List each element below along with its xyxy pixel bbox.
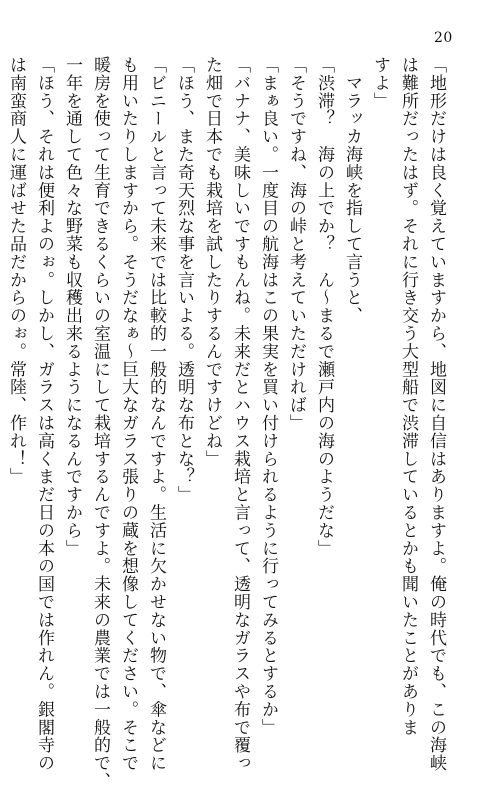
text-line: 「渋滞？ 海の上でか？ ん〜まるで瀬戸内の海のようだな」 — [314, 56, 334, 558]
page-number: 20 — [434, 30, 453, 46]
text-line: 一年を通して色々な野菜も収穫出来るようになるんですから」 — [62, 56, 82, 558]
text-line: 「ほう、また奇天烈な事を言いよる。透明な布とな？」 — [174, 56, 194, 504]
text-line: は南蛮商人に運ばせた品だからのぉ。常陸、作れ！」 — [6, 56, 26, 486]
text-line: た畑で日本でも栽培を試したりするんですけどね」 — [202, 56, 222, 468]
text-line: 暖房を使って生育できるくらいの室温にして栽培するんですよ。未来の農業では一般的で、 — [90, 56, 110, 790]
text-line: 「バナナ、美味しいですもんね。未来だとハウス栽培と言って、透明なガラスや布で覆っ — [230, 56, 250, 772]
text-line: すよ」 — [370, 56, 390, 110]
text-line: マラッカ海峡を指して言うと、 — [342, 56, 362, 325]
text-line: 「そうですね、海の峠と考えていただければ」 — [286, 56, 306, 432]
text-line: 「地形だけは良く覚えていますから、地図に自信はありますよ。俺の時代でも、この海峡 — [426, 56, 446, 772]
text-line — [0, 56, 2, 656]
text-line: も用いたりしますから。そうだなぁ〜巨大なガラス張りの蔵を想像してください。そこで — [118, 56, 138, 772]
text-line: 「まぁ良い。一度目の航海はこの果実を買い付けられるように行ってみるとするか」 — [258, 56, 278, 737]
text-line: 「ほう、それは便利よのぉ。しかし、ガラスは高くまだ日の本の国では作れん。銀閣寺の — [34, 56, 54, 772]
text-line: 「ビニールと言って未来では比較的一般的なんですよ。生活に欠かせない物で、傘などに — [146, 56, 166, 772]
text-line: は難所だったはず。それに行き交う大型船で渋滞しているとかも聞いたことがありま — [398, 56, 418, 737]
novel-body-text — [0, 56, 450, 790]
